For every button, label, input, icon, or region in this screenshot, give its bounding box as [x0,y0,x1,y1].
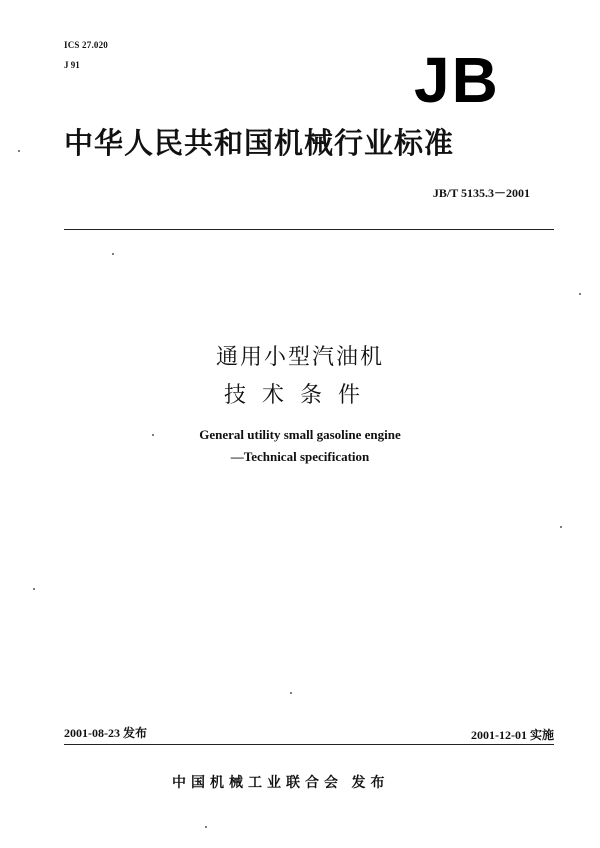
document-title-en-line2: —Technical specification [230,449,370,464]
scan-speck [560,526,562,528]
top-divider [64,229,554,230]
scan-speck [33,588,35,590]
ccs-code: J 91 [64,60,80,70]
issue-date: 2001-08-23 发布 [64,726,147,740]
document-title-cn-line1: 通用小型汽油机 [215,344,384,369]
publisher: 中国机械工业联合会 发布 [172,776,390,791]
implementation-date: 2001-12-01 实施 [471,728,554,742]
scan-speck [579,293,581,295]
bottom-divider [64,744,554,745]
document-title-cn-line2: 技术条件 [223,382,376,407]
ics-code: ICS 27.020 [64,40,109,50]
standard-title: 中华人民共和国机械行业标准 [64,128,455,160]
scan-speck [112,253,114,255]
jb-logo: JB [414,44,500,116]
document-title-en-line1: General utility small gasoline engine [199,427,401,442]
standard-code: JB/T 5135.3－2001 [432,186,530,200]
scan-speck [152,434,154,436]
scan-speck [290,692,292,694]
scan-speck [18,150,20,152]
scan-speck [205,826,207,828]
